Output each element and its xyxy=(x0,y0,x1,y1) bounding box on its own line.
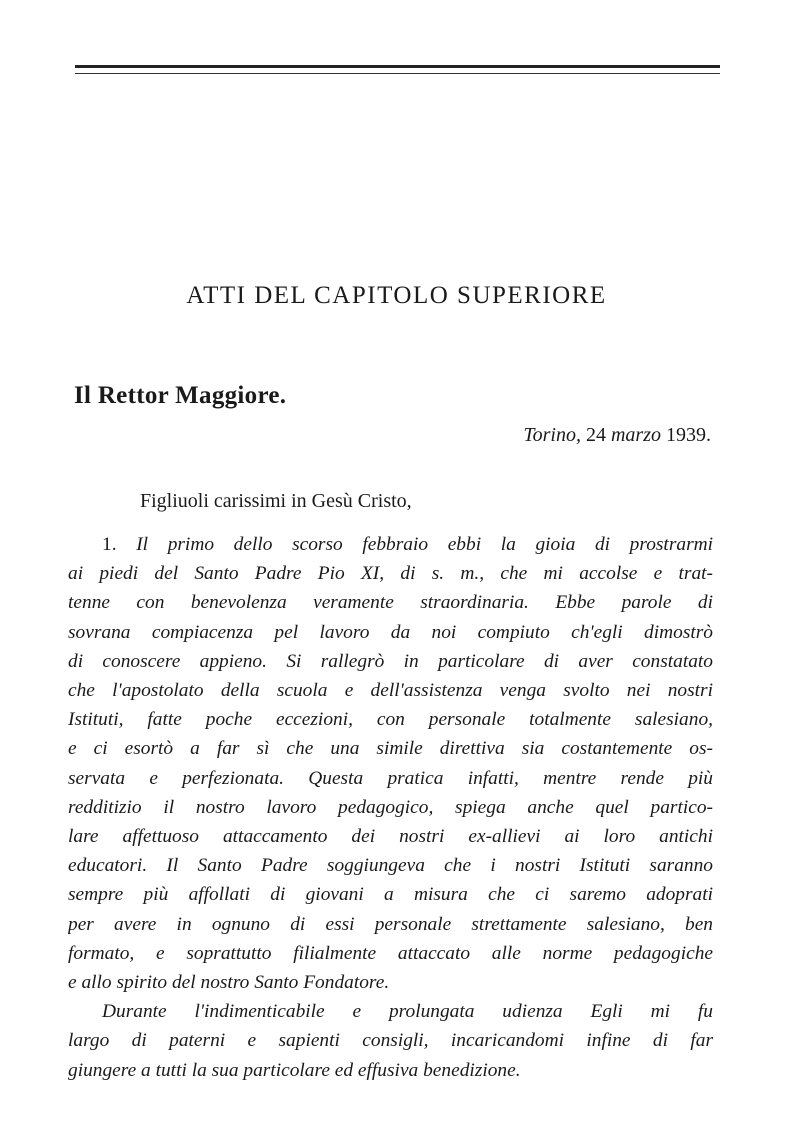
dateline xyxy=(523,424,711,447)
paragraph-line: lare affettuoso attaccamento dei nostri ex-allievi ai loro antichi xyxy=(68,826,713,848)
paragraph-line: che l'apostolato della scuola e dell'assistenza venga svolto nei nostri xyxy=(68,680,713,702)
paragraph-line: formato, e soprattutto filialmente attaccato alle norme pedagogiche xyxy=(68,942,713,964)
date-year: 1939. xyxy=(666,424,711,446)
paragraph-line: giungere a tutti la sua particolare ed effusiva benedizione. xyxy=(68,1059,521,1081)
salutation: Figliuoli carissimi in Gesù Cristo, xyxy=(140,490,412,512)
paragraph-line: redditizio il nostro lavoro pedagogico, spiega anche quel partico- xyxy=(68,796,713,818)
paragraph-line: servata e perfezionata. Questa pratica infatti, mentre rende più xyxy=(68,767,713,789)
header-rule-thin xyxy=(75,73,720,74)
paragraph-line: sempre più affollati di giovani a misura che ci saremo adoprati xyxy=(68,884,713,906)
paragraph-line: Durante l'indimenticabile e prolungata udienza Egli mi fu xyxy=(102,1001,713,1023)
date-month: marzo xyxy=(610,424,661,446)
date-day: 24 xyxy=(585,424,606,446)
page-title: ATTI DEL CAPITOLO SUPERIORE xyxy=(186,282,607,309)
paragraph-line: educatori. Il Santo Padre soggiungeva che i nostri Istituti saranno xyxy=(68,855,713,877)
section-heading: Il Rettor Maggiore. xyxy=(74,382,287,409)
paragraph-line: ai piedi del Santo Padre Pio XI, di s. m., che mi accolse e trat- xyxy=(68,563,713,585)
paragraph-line: e ci esortò a far sì che una simile direttiva sia costantemente os- xyxy=(68,738,713,760)
paragraph-line: tenne con benevolenza veramente straordinaria. Ebbe parole di xyxy=(68,592,713,614)
paragraph-line: Istituti, fatte poche eccezioni, con personale totalmente salesiano, xyxy=(68,709,713,731)
paragraph-line: largo di paterni e sapienti consigli, incaricandomi infine di far xyxy=(68,1030,713,1052)
paragraph-line: sovrana compiacenza pel lavoro da noi compiuto ch'egli dimostrò xyxy=(68,621,713,643)
paragraph-number: 1. xyxy=(102,534,117,555)
header-rule-thick xyxy=(75,65,720,68)
paragraph-line: 1. Il primo dello scorso febbraio ebbi la gioia di prostrarmi xyxy=(102,534,713,555)
date-place: Torino, xyxy=(523,424,581,446)
paragraph-line: e allo spirito del nostro Santo Fondatore. xyxy=(68,972,390,994)
paragraph-line: per avere in ognuno di essi personale strettamente salesiano, ben xyxy=(68,913,713,935)
paragraph-line: di conoscere appieno. Si rallegrò in particolare di aver constatato xyxy=(68,650,713,672)
letter-body xyxy=(68,530,713,1085)
